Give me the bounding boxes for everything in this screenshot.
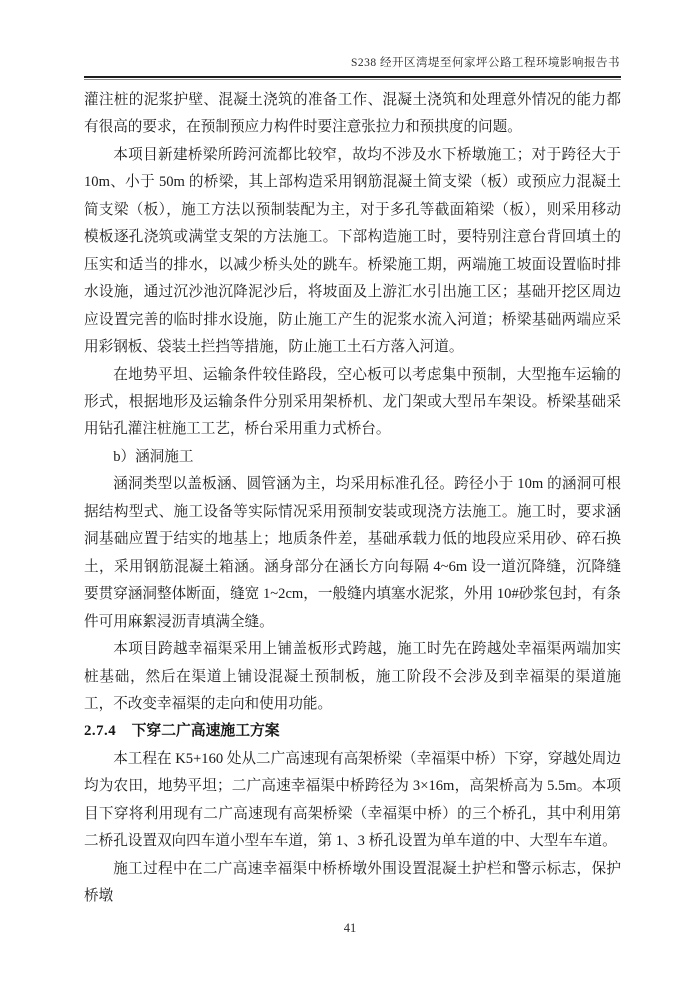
paragraph-hollow-slab-precast: 在地势平坦、运输条件较佳路段，空心板可以考虑集中预制，大型拖车运输的形式，根据地形及运输条件分别采用架桥机、龙门架或大型吊车架设。桥梁基础采用钻孔灌注桩施工工艺，桥台采用重力式桥台。 — [84, 366, 621, 438]
page-number: 41 — [343, 921, 357, 935]
paragraph-bridge-construction: 本项目新建桥梁所跨河流都比较窄，故均不涉及水下桥墩施工；对于跨径大于 10m、小于 50m 的桥梁，其上部构造采用钢筋混凝土简支梁（板）或预应力混凝土简支梁（板），施工方法以预制装配为主，对于多孔等截面箱梁（板），则采用移动模板逐孔浇筑或满堂支架的方法施工。下部构造施工时，要特别注意台背回填土的压实和适当的排水，以减少桥头处的跳车。桥梁施工期，两端施工坡面设置临时排水设施，通过沉沙池沉降泥沙后，将坡面及上游汇水引出施工区；基础开挖区周边应设置完善的临时排水设施，防止施工产生的泥浆水流入河道；桥梁基础两端应采用彩钢板、袋装土拦挡等措施，防止施工土石方落入河道。 — [84, 146, 621, 356]
section-heading-2-7-4 — [84, 718, 621, 745]
header-rule — [84, 76, 621, 80]
section-title: 下穿二广高速施工方案 — [131, 723, 280, 740]
paragraph-pier-protection: 施工过程中在二广高速幸福渠中桥桥墩外围设置混凝土护栏和警示标志，保护桥墩 — [84, 860, 621, 905]
paragraph-culvert-subtitle: b）涵洞施工 — [113, 448, 194, 465]
page-header-title: S238 经开区湾堤至何家坪公路工程环境影响报告书 — [350, 57, 620, 69]
paragraph-xingfu-canal-crossing: 本项目跨越幸福渠采用上铺盖板形式跨越，施工时先在跨越处幸福渠两端加实桩基础，然后在渠道上铺设混凝土预制板，施工阶段不会涉及到幸福渠的渠道施工，不改变幸福渠的走向和使用功能。 — [84, 641, 621, 712]
paragraph-underpass-expressway: 本工程在 K5+160 处从二广高速现有高架桥梁（幸福渠中桥）下穿，穿越处周边均为农田，地势平坦；二广高速幸福渠中桥跨径为 3×16m，高架桥高为 5.5m。本项目下穿将利用现有二广高速现有高架桥梁（幸福渠中桥）的三个桥孔，其中利用第二桥孔设置双向四车道小型车车道，第 1、3 桥孔设置为单车道的中、大型车车道。 — [84, 750, 621, 850]
paragraph-culvert-construction: 涵洞类型以盖板涵、圆管涵为主，均采用标准孔径。跨径小于 10m 的涵洞可根据结构型式、施工设备等实际情况采用预制安装或现浇方法施工。施工时，要求涵洞基础应置于结实的地基上；地质条件差，基础承载力低的地段应采用砂、碎石换土，采用钢筋混凝土箱涵。涵身部分在涵长方向每隔 4~6m 设一道沉降缝，沉降缝要贯穿涵洞整体断面，缝宽 1~2cm，一般缝内填塞水泥浆，外用 10#砂浆包封，有条件可用麻絮浸沥青填满全缝。 — [84, 476, 621, 630]
section-number: 2.7.4 — [84, 723, 117, 740]
paragraph-pile-construction: 灌注桩的泥浆护壁、混凝土浇筑的准备工作、混凝土浇筑和处理意外情况的能力都有很高的要求，在预制预应力构件时要注意张拉力和预拱度的问题。 — [84, 92, 621, 136]
document-body — [84, 87, 621, 911]
